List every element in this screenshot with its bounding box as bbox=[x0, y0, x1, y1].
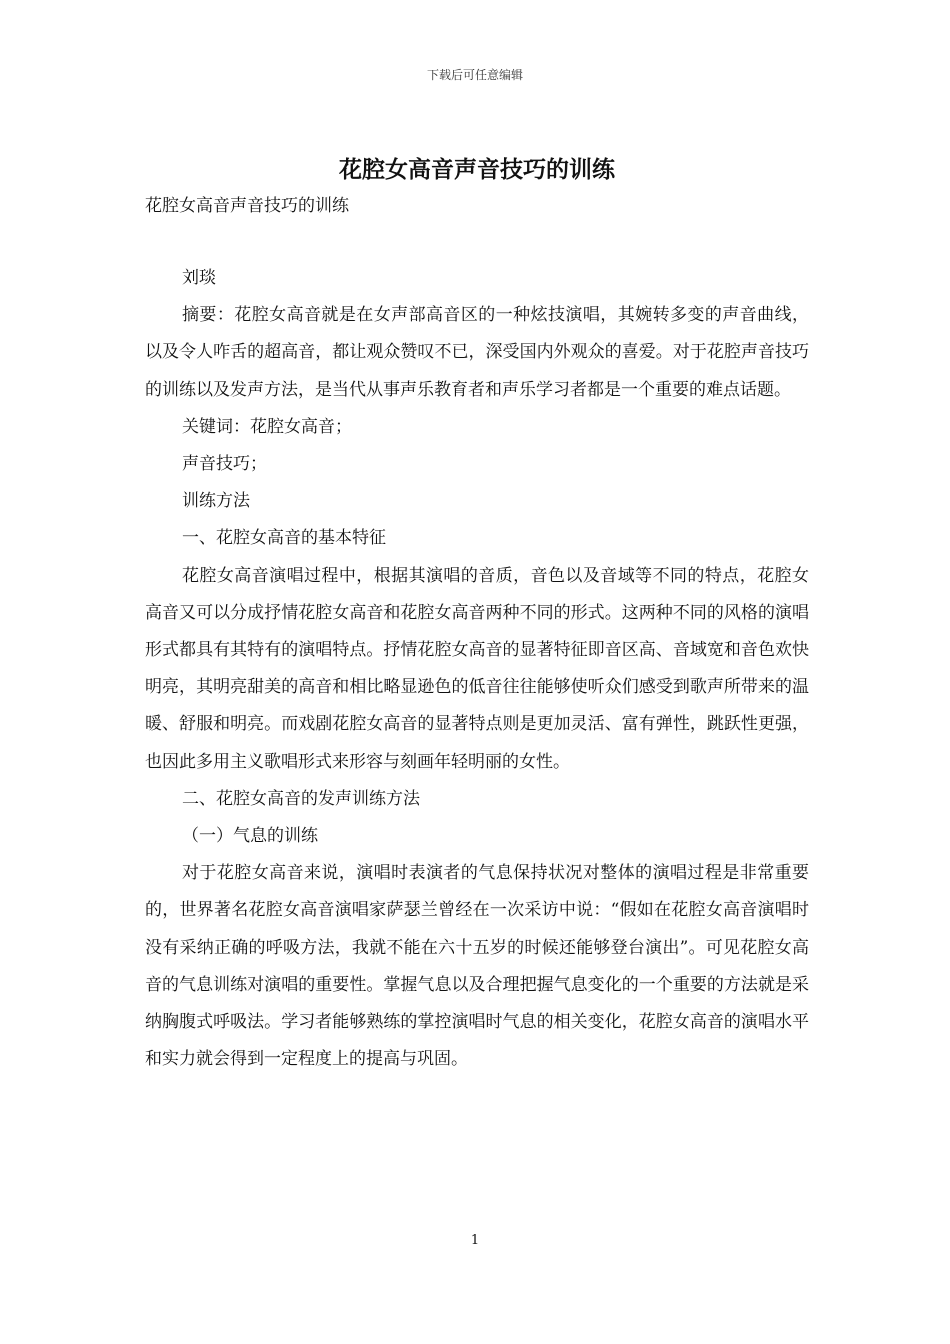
blank-line bbox=[145, 224, 809, 260]
abstract-paragraph: 摘要：花腔女高音就是在女声部高音区的一种炫技演唱，其婉转多变的声音曲线，以及令人咋舌的超高音，都让观众赞叹不已，深受国内外观众的喜爱。对于花腔声音技巧的训练以及发声方法，是当代从事声乐教育者和声乐学习者都是一个重要的难点话题。 bbox=[145, 305, 809, 400]
document-title: 花腔女高音声音技巧的训练 bbox=[339, 156, 615, 183]
author-name: 刘琰 bbox=[182, 268, 216, 288]
subsection-1-paragraph: 对于花腔女高音来说，演唱时表演者的气息保持状况对整体的演唱过程是非常重要的，世界著名花腔女高音演唱家萨瑟兰曾经在一次采访中说：“假如在花腔女高音演唱时没有采纳正确的呼吸方法，我就不能在六十五岁的时候还能够登台演出”。可见花腔女高音的气息训练对演唱的重要性。掌握气息以及合理把握气息变化的一个重要的方法就是采纳胸腹式呼吸法。学习者能够熟练的掌控演唱时气息的相关变化，花腔女高音的演唱水平和实力就会得到一定程度上的提高与巩固。 bbox=[145, 863, 809, 1070]
section-1-paragraph: 花腔女高音演唱过程中，根据其演唱的音质，音色以及音域等不同的特点，花腔女高音又可以分成抒情花腔女高音和花腔女高音两种不同的形式。这两种不同的风格的演唱形式都具有其特有的演唱特点。抒情花腔女高音的显著特征即音区高、音域宽和音色欢快明亮，其明亮甜美的高音和相比略显逊色的低音往往能够使听众们感受到歌声所带来的温暖、舒服和明亮。而戏剧花腔女高音的显著特点则是更加灵活、富有弹性，跳跃性更强，也因此多用主义歌唱形式来形容与刻画年轻明丽的女性。 bbox=[145, 565, 809, 772]
document-subtitle: 花腔女高音声音技巧的训练 bbox=[145, 196, 349, 216]
section-heading-2: 二、花腔女高音的发声训练方法 bbox=[182, 788, 420, 809]
keywords-line-1: 关键词：花腔女高音； bbox=[182, 416, 352, 437]
section-heading-1: 一、花腔女高音的基本特征 bbox=[182, 528, 386, 549]
document-body bbox=[145, 152, 809, 1078]
page-number: 1 bbox=[470, 1233, 480, 1248]
keywords-line-3: 训练方法 bbox=[182, 491, 250, 512]
keywords-line-2: 声音技巧； bbox=[182, 454, 267, 475]
page-header: 下载后可任意编辑 bbox=[426, 68, 523, 82]
subsection-heading-1: （一）气息的训练 bbox=[182, 826, 318, 847]
